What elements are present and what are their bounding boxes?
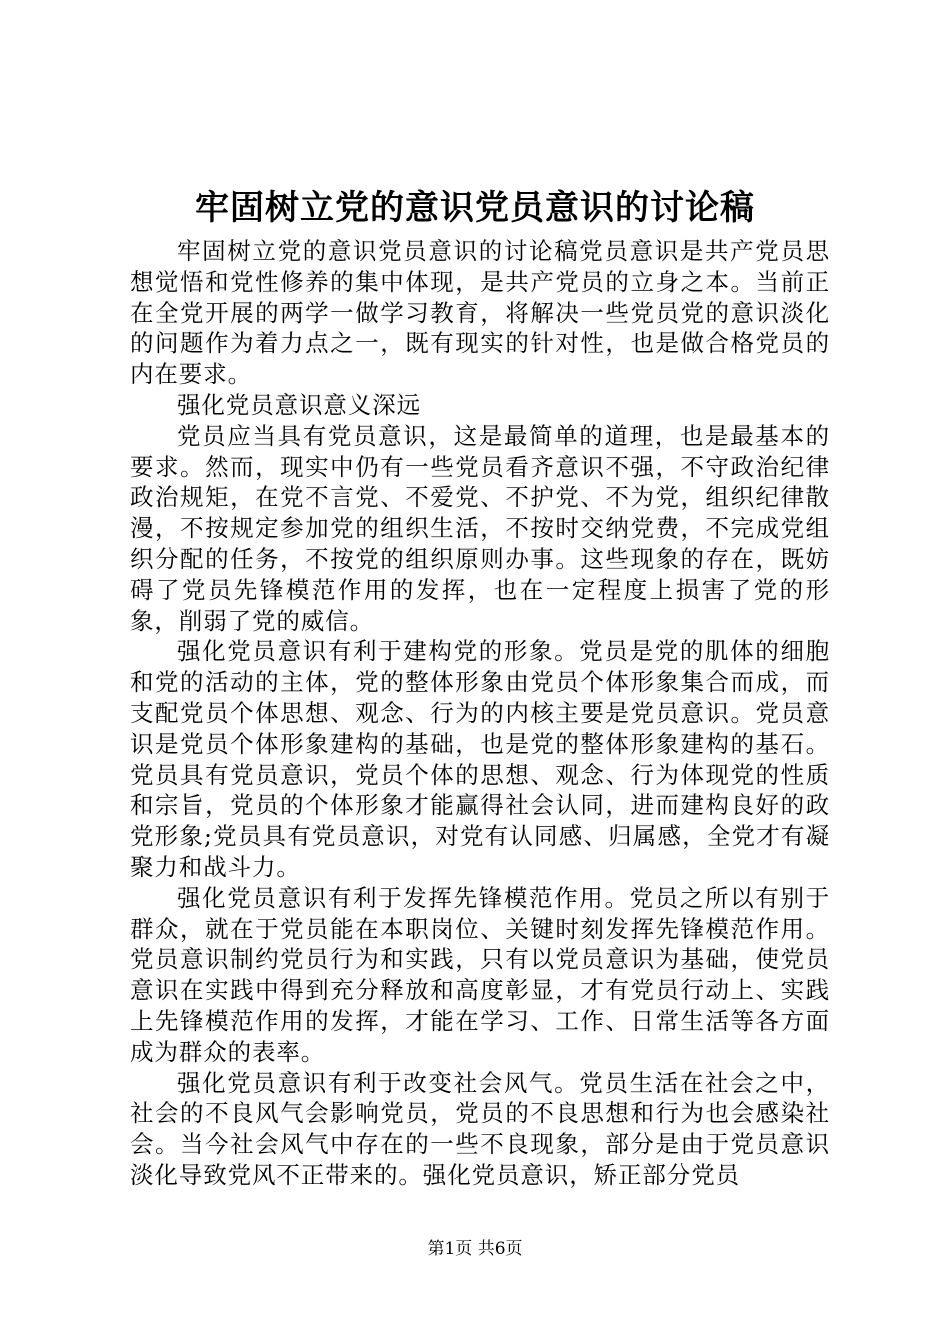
paragraph-party-image: 强化党员意识有利于建构党的形象。党员是党的肌体的细胞和党的活动的主体，党的整体形象由党员个体形象集合而成，而支配党员个体思想、观念、行为的内核主要是党员意识。党员意识是党员个体形象建构的基础，也是党的整体形象建构的基石。党员具有党员意识，党员个体的思想、观念、行为体现党的性质和宗旨，党员的个体形象才能赢得社会认同，进而建构良好的政党形象;党员具有党员意识，对党有认同感、归属感，全党才有凝聚力和战斗力。	[130, 637, 830, 881]
paragraph-party-member-awareness: 党员应当具有党员意识，这是最简单的道理，也是最基本的要求。然而，现实中仍有一些党员看齐意识不强，不守政治纪律政治规矩，在党不言党、不爱党、不护党、不为党，组织纪律散漫，不按规定参加党的组织生活，不按时交纳党费，不完成党组织分配的任务，不按党的组织原则办事。这些现象的存在，既妨碍了党员先锋模范作用的发挥，也在一定程度上损害了党的形象，削弱了党的威信。	[130, 421, 830, 635]
paragraph-vanguard-role: 强化党员意识有利于发挥先锋模范作用。党员之所以有别于群众，就在于党员能在本职岗位、关键时刻发挥先锋模范作用。党员意识制约党员行为和实践，只有以党员意识为基础，使党员意识在实践中得到充分释放和高度彰显，才有党员行动上、实践上先锋模范作用的发挥，才能在学习、工作、日常生活等各方面成为群众的表率。	[130, 883, 830, 1066]
paragraph-intro: 牢固树立党的意识党员意识的讨论稿党员意识是共产党员思想觉悟和党性修养的集中体现，是共产党员的立身之本。当前正在全党开展的两学一做学习教育，将解决一些党员党的意识淡化的问题作为着力点之一，既有现实的针对性，也是做合格党员的内在要求。	[130, 237, 830, 389]
document-title: 牢固树立党的意识党员意识的讨论稿	[195, 188, 755, 228]
document-body	[130, 236, 830, 1191]
section-heading: 强化党员意识意义深远	[177, 390, 421, 419]
page-number-footer: 第1页 共6页	[427, 1239, 523, 1259]
paragraph-social-ethos: 强化党员意识有利于改变社会风气。党员生活在社会之中，社会的不良风气会影响党员，党员的不良思想和行为也会感染社会。当今社会风气中存在的一些不良现象，部分是由于党员意识淡化导致党风不正带来的。强化党员意识，矫正部分党员	[130, 1068, 830, 1189]
